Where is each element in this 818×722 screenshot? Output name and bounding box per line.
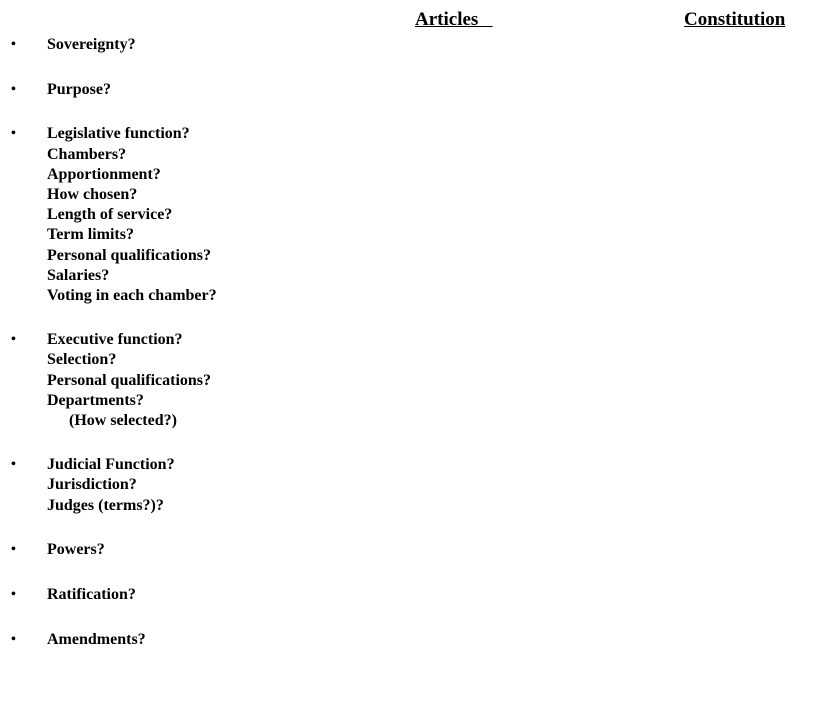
- bullet-subtopic: Voting in each chamber?: [47, 287, 217, 305]
- bullet-topic: Amendments?: [47, 631, 146, 649]
- bullet-subtopic: Judges (terms?)?: [47, 496, 164, 514]
- bullet-topic: Purpose?: [47, 81, 111, 99]
- bullet-subtopic: Salaries?: [47, 266, 110, 284]
- bullet-icon: •: [11, 82, 16, 98]
- bullet-item: [0, 124, 400, 306]
- bullet-subtopic: How chosen?: [47, 186, 138, 204]
- constitution-column-header: Constitution: [684, 9, 786, 30]
- bullet-icon: •: [11, 632, 16, 648]
- bullet-subtopic: Departments?: [47, 391, 144, 409]
- bullet-subtopic: Selection?: [47, 351, 117, 369]
- bullet-icon: •: [11, 541, 16, 557]
- bullet-subtopic: Term limits?: [47, 226, 134, 244]
- bullet-item: [0, 630, 400, 650]
- bullet-item: [0, 540, 400, 560]
- articles-column-header: Articles: [415, 9, 493, 30]
- bullet-topic: Executive function?: [47, 331, 183, 349]
- bullet-item: [0, 35, 400, 55]
- bullet-icon: •: [11, 332, 16, 348]
- bullet-subtopic: (How selected?): [69, 412, 177, 430]
- bullet-topic: Powers?: [47, 540, 105, 558]
- bullet-item: [0, 330, 400, 431]
- bullet-topic: Sovereignty?: [47, 36, 136, 53]
- bullet-icon: •: [11, 37, 16, 52]
- bullet-item: [0, 80, 400, 100]
- bullet-icon: •: [11, 457, 16, 473]
- bullet-subtopic: Apportionment?: [47, 165, 161, 183]
- bullet-icon: •: [11, 587, 16, 603]
- bullet-subtopic: Jurisdiction?: [47, 476, 137, 494]
- bullet-topic: Legislative function?: [47, 125, 190, 143]
- bullet-subtopic: Personal qualifications?: [47, 246, 212, 264]
- topic-bullet-list: [0, 35, 400, 650]
- bullet-item: [0, 455, 400, 516]
- bullet-topic: Judicial Function?: [47, 456, 175, 474]
- bullet-topic: Ratification?: [47, 586, 136, 604]
- bullet-subtopic: Length of service?: [47, 206, 173, 224]
- bullet-subtopic: Personal qualifications?: [47, 371, 212, 389]
- bullet-item: [0, 585, 400, 605]
- bullet-icon: •: [11, 126, 16, 142]
- bullet-subtopic: Chambers?: [47, 145, 127, 163]
